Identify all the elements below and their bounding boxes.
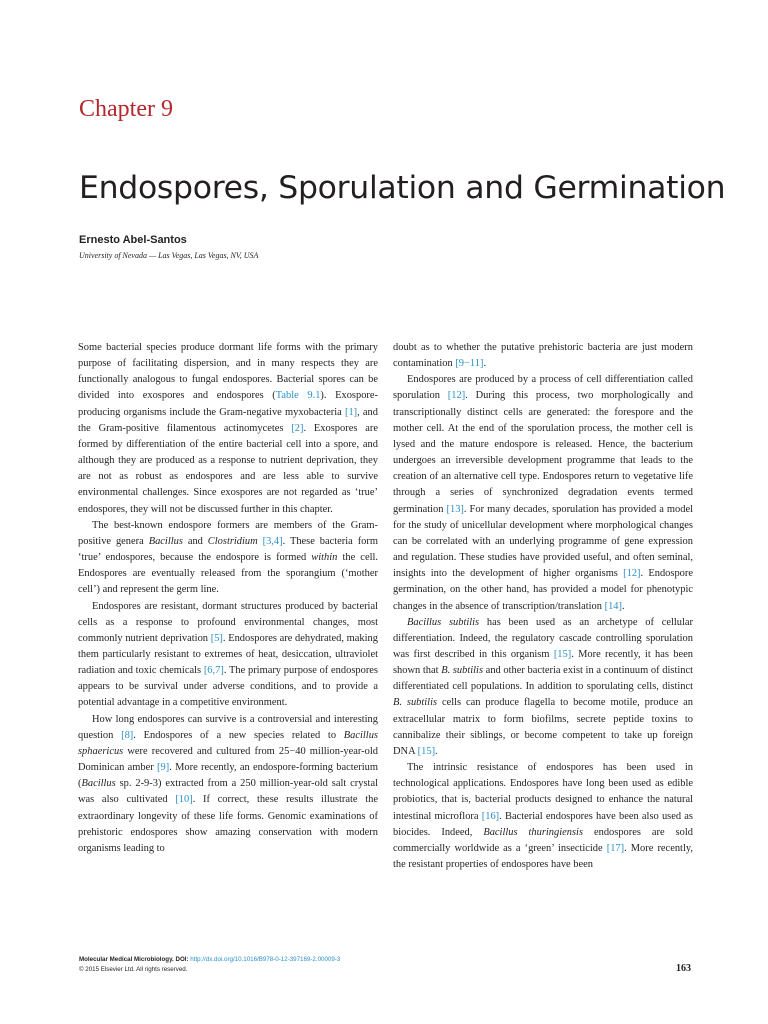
citation-link[interactable]: [2] — [291, 422, 304, 434]
text-run: How long endospores can survive is a controversial and interesting question — [78, 713, 378, 741]
text-run: . — [435, 745, 438, 757]
text-run: sp. 2-9-3) extracted from a 250 million-year-old salt crystal was also cultivated — [78, 778, 378, 806]
citation-link[interactable]: [14] — [604, 600, 622, 612]
text-run: . Endospores are dehydrated, making them particularly resistant to extremes of heat, desiccation, ultraviolet radiation and toxic chemicals — [78, 632, 378, 677]
citation-link[interactable]: [15] — [553, 648, 572, 660]
text-run: . Endospore germination, on the other hand, has provided a model for phenotypic changes in the absence of transcription/translation — [393, 568, 694, 612]
author-affiliation: University of Nevada — Las Vegas, Las Vegas, NV, USA — [79, 251, 259, 260]
citation-link[interactable]: [8] — [121, 729, 134, 741]
body-paragraph — [78, 599, 378, 712]
page-title: Endospores, Sporulation and Germination — [79, 170, 726, 206]
italic-term: Bacillus thuringiensis — [483, 826, 584, 838]
author-name: Ernesto Abel-Santos — [79, 234, 187, 246]
copyright-notice: © 2015 Elsevier Ltd. All rights reserved. — [79, 966, 188, 973]
citation-link[interactable]: [3,4] — [262, 535, 283, 547]
page-footer — [79, 955, 340, 975]
journal-citation: Molecular Medical Microbiology. DOI: — [79, 956, 189, 963]
doi-link[interactable]: http://dx.doi.org/10.1016/B978-0-12-397169-2.00009-3 — [190, 956, 341, 963]
page-number: 163 — [676, 963, 691, 974]
text-run: The intrinsic resistance of endospores has been used in technological applications. Endospores have long been used as edible probiotics, that is, bacterial products designed to enhance the natural intestinal microflora — [393, 762, 693, 822]
text-run: . Exospores are formed by differentiation of the entire bacterial cell into a spore, and although they are produced as a response to nutrient deprivation, they are not as robust as endospores and are less able to survive environmental challenges. Since exospores are not regarded as ‘true’ endospores, they will not be discussed further in this chapter. — [78, 422, 378, 515]
text-run: . More recently, an endospore-forming bacterium ( — [78, 762, 378, 790]
text-run: . More recently, the resistant properties of endospores have been — [393, 842, 693, 870]
text-run: Endospores are resistant, dormant structures produced by bacterial cells as a response to profound environmental changes, most commonly nutrient deprivation — [78, 600, 378, 644]
text-run: Endospores are produced by a process of cell differentiation called sporulation — [393, 374, 693, 402]
body-column-right — [393, 340, 693, 873]
text-run: cells can produce flagella to become motile, produce an extracellular matrix to form biofilms, secrete peptide toxins to cannibalize their siblings, or become competent to take up foreign DNA — [393, 697, 693, 757]
text-run: . More recently, it has been shown that — [393, 648, 693, 677]
body-paragraph — [78, 712, 378, 857]
citation-link[interactable]: [9] — [157, 762, 170, 774]
italic-term: Bacillus sphaericus — [78, 729, 378, 757]
citation-link[interactable]: [15] — [417, 745, 436, 757]
italic-term: Clostridium — [207, 535, 258, 547]
text-run: . The primary purpose of endospores appears to be survival under adverse conditions, and to provide a potential advantage in a competitive environment. — [78, 665, 378, 709]
body-paragraph — [393, 372, 693, 614]
citation-link[interactable]: [1] — [344, 406, 358, 418]
text-run: . Endospores of a new species related to — [133, 729, 344, 741]
text-run: Some bacterial species produce dormant life forms with the primary purpose of facilitating dispersion, and in many respects they are functionally analogous to fungal endospores. Bacterial spores can be divided into exospores and endospores ( — [78, 342, 378, 402]
italic-term: B. subtilis — [441, 665, 484, 677]
citation-link[interactable]: [16] — [481, 810, 500, 822]
body-paragraph — [393, 760, 693, 873]
text-run: were recovered and cultured from 25−40 million-year-old Dominican amber — [78, 745, 378, 774]
citation-link[interactable]: [9−11] — [455, 358, 484, 370]
italic-term: Bacillus — [148, 535, 183, 547]
citation-link[interactable]: [13] — [446, 503, 464, 515]
text-run: . — [483, 358, 487, 370]
citation-link[interactable]: [12] — [447, 390, 466, 402]
citation-link[interactable]: [10] — [175, 794, 193, 806]
body-column-left — [78, 340, 378, 857]
italic-term: within — [311, 552, 338, 564]
citation-link[interactable]: [6,7] — [203, 665, 224, 677]
text-run: The best-known endospore formers are members of the Gram-positive genera — [78, 519, 378, 547]
body-paragraph — [78, 518, 378, 599]
text-run: doubt as to whether the putative prehistoric bacteria are just modern contamination — [393, 342, 693, 370]
text-run: . These bacteria form ‘true’ endospores, because the endospore is formed — [78, 535, 378, 564]
italic-term: B. subtilis — [393, 697, 438, 709]
text-run: the cell. Endospores are eventually released from the sporangium (‘mother cell’) and represent the germ line. — [78, 552, 378, 596]
text-run: , and the Gram-positive filamentous actinomycetes — [78, 406, 378, 434]
body-paragraph — [393, 340, 693, 372]
italic-term: Bacillus subtilis — [407, 616, 480, 628]
text-run: and other bacteria exist in a continuum of distinct differentiated cell populations. In addition to sporulating cells, distinct — [393, 665, 693, 693]
text-run: ). Exospore-producing organisms include the Gram-negative myxobacteria — [78, 390, 378, 418]
chapter-label: Chapter 9 — [79, 96, 173, 122]
text-run: endospores are sold commercially worldwide as a ‘green’ insecticide — [393, 826, 693, 854]
text-run: . If correct, these results illustrate the extraordinary longevity of these life forms. Genomic examinations of prehistoric endospores show amazing conservation with modern organisms leading to — [78, 794, 379, 854]
text-run: . For many decades, sporulation has provided a model for the study of unicellular development where morphological changes can be correlated with an underlying programme of gene expression and regulation. These studies have provided useful, and often seminal, insights into the development of higher organisms — [393, 503, 694, 580]
text-run: . Bacterial endospores have been also used as biocides. Indeed, — [393, 810, 693, 838]
body-paragraph — [393, 615, 693, 760]
citation-link[interactable]: [5] — [210, 632, 223, 644]
text-run: has been used as an archetype of cellular differentiation. Indeed, the regulatory cascade controlling sporulation was first described in this organism — [393, 616, 693, 660]
citation-link[interactable]: [17] — [606, 842, 625, 854]
text-run: . — [621, 600, 625, 612]
text-run: and — [182, 535, 208, 547]
italic-term: Bacillus — [81, 778, 116, 790]
text-run: . During this process, two morphologically and transcriptionally distinct cells are generated: the forespore and the mother cell. At the end of the sporulation process, the mother cell is lysed and the mature endospore is released. Hence, the bacterium undergoes an irreversible development programme that leads to the creation of an alternative cell type. Endospores return to vegetative life through a series of synchronized degradation events termed germination — [393, 390, 694, 515]
body-paragraph — [78, 340, 378, 518]
citation-link[interactable]: [12] — [623, 568, 641, 580]
citation-link[interactable]: Table 9.1 — [275, 390, 321, 402]
